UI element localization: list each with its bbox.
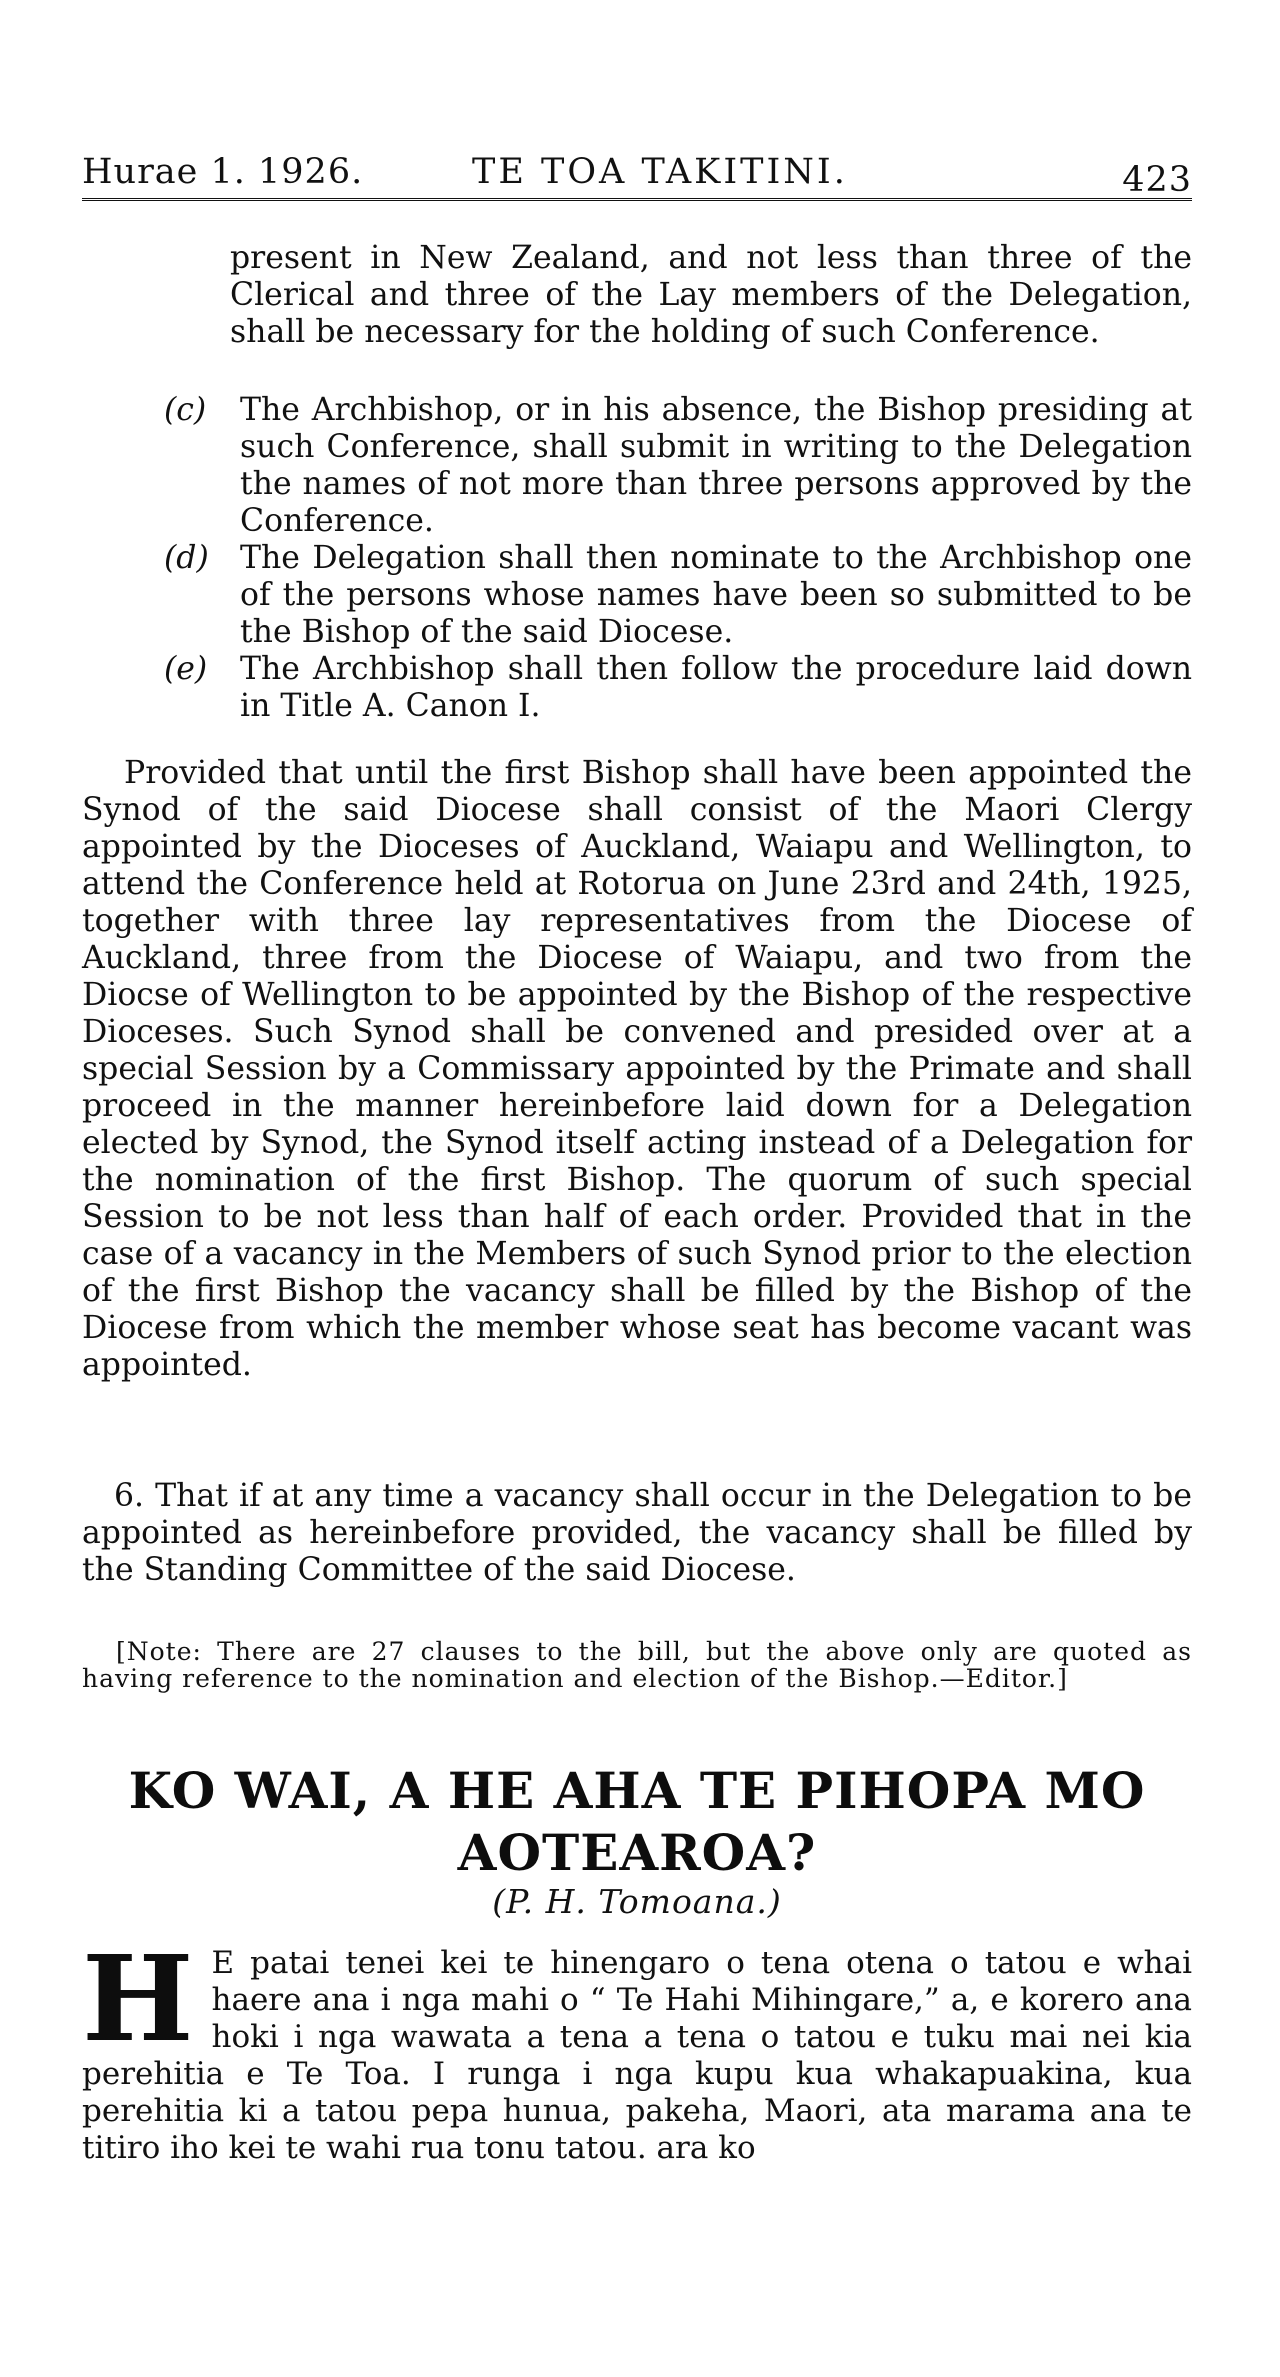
provided-paragraph	[82, 755, 1192, 1384]
item-label: (d)	[164, 540, 209, 576]
lettered-items	[164, 392, 1192, 725]
clause-six	[82, 1478, 1192, 1589]
page-number: 423	[1122, 160, 1192, 200]
item-text: The Delegation shall then nominate to the Archbishop one of the persons whose names have been so submitted to be the Bishop of the said Diocese.	[240, 540, 1192, 650]
item-label: (c)	[164, 392, 207, 428]
header-title: TE TOA TAKITINI.	[472, 152, 848, 192]
list-item	[164, 651, 1192, 725]
item-text: The Archbishop shall then follow the procedure laid down in Title A. Canon I.	[240, 651, 1192, 724]
header-date: Hurae 1. 1926.	[82, 152, 364, 192]
running-header	[82, 148, 1192, 201]
editor-note: [Note: There are 27 clauses to the bill, but the above only are quoted as having reference to the nomination and election of the Bishop.—Editor.]	[82, 1637, 1192, 1693]
continuation-text: present in New Zealand, and not less than three of the Clerical and three of the Lay members of the Delegation, shall be necessary for the holding of such Conference.	[230, 240, 1192, 350]
headline-line-2: AOTEAROA?	[457, 1823, 817, 1882]
item-label: (e)	[164, 651, 208, 687]
clause-six-text: 6. That if at any time a vacancy shall occur in the Delegation to be appointed as hereinbefore provided, the vacancy shall be filled by the Standing Committee of the said Diocese.	[82, 1478, 1192, 1588]
article-headline	[82, 1760, 1192, 1884]
continuation-paragraph	[230, 240, 1192, 351]
drop-cap: H	[82, 1929, 194, 2068]
list-item	[164, 540, 1192, 651]
article-byline: (P. H. Tomoana.)	[492, 1882, 782, 1921]
article-body	[82, 1929, 1192, 2167]
headline-line-1: KO WAI, A HE AHA TE PIHOPA MO	[128, 1761, 1146, 1820]
article-text: E patai tenei kei te hinengaro o tena otena o tatou e whai haere ana i nga mahi o “ Te Hahi Mihingare,” a, e korero ana hoki i nga wawata a tena a tena o tatou e tuku mai nei kia perehitia e Te Toa. I runga i nga kupu kua whakapuakina, kua perehitia ki a tatou pepa hunua, pakeha, Maori, ata marama ana te titiro iho kei te wahi rua tonu tatou. ara ko	[82, 1945, 1192, 2166]
list-item	[164, 392, 1192, 540]
provided-text: Provided that until the first Bishop shall have been appointed the Synod of the said Diocese shall consist of the Maori Clergy appointed by the Dioceses of Auckland, Waiapu and Wellington, to attend the Conference held at Rotorua on June 23rd and 24th, 1925, together with three lay representatives from the Diocese of Auckland, three from the Diocese of Waiapu, and two from the Diocse of Wellington to be appointed by the Bishop of the respective Dioceses. Such Synod shall be convened and presided over at a special Session by a Commissary appointed by the Primate and shall proceed in the manner hereinbefore laid down for a Delegation elected by Synod, the Synod itself acting instead of a Delegation for the nomination of the first Bishop. The quorum of such special Session to be not less than half of each order. Provided that in the case of a vacancy in the Members of such Synod prior to the election of the first Bishop the vacancy shall be filled by the Bishop of the Diocese from which the member whose seat has become vacant was appointed.	[82, 755, 1192, 1383]
item-text: The Archbishop, or in his absence, the Bishop presiding at such Conference, shall submit in writing to the Delegation the names of not more than three persons approved by the Conference.	[240, 392, 1192, 539]
